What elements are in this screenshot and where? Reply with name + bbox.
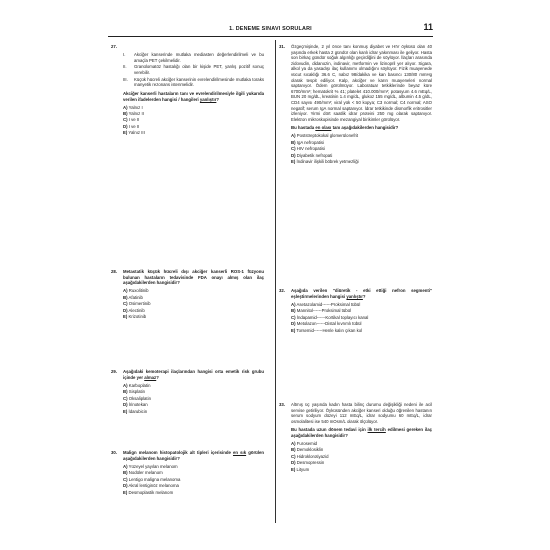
option-b[interactable]: B) IgA nefropatisi <box>291 139 324 145</box>
question-stem: Malign melanom histopatolojik alt tipleri içerisinde en sık görülen aşağıdakilerden hangisidir? <box>123 450 264 461</box>
answer-options <box>291 302 432 334</box>
question-32 <box>279 288 432 334</box>
header-divider <box>108 36 433 37</box>
option-e[interactable]: E) Krizotinib <box>123 314 147 320</box>
question-27 <box>111 44 264 137</box>
question-28 <box>111 269 264 321</box>
option-b[interactable]: B) Afatinib <box>123 294 143 300</box>
option-d[interactable]: D) I ve II <box>123 123 140 129</box>
case-text: Özgeçmişinde, 2 yıl önce tanı konmuş diyabet ve HIV öyküsü olan 40 yaşında erkek hasta 2 gündür olan kanlı idrar yakınması ile geliyor. Hasta son birkaç gündür soğuk algınlığı geçirdiğini de söylüyor. İlaçları arasında zidovudin, didanozin, indinavir, metformin ve lizinopril yer alıyor. Sigara, alkol ya da yasadışı ilaç kullanımı olmadığını söylüyor. Fizik muayenede vücut sıcaklığı 36.6 C, nabız 98/dakika ve kan basıncı 130/80 mmHg olarak tespit ediliyor. Kalp, akciğer ve karın muayeneleri normal saptanıyor. Ödem görülmüyor. Laboratuar tetkiklerinde beyaz küre 6700/mm³; hematokrit % 41; platelet 410.000/mm³; potasyum 4.6 mEq/L, BUN 20 mg/dL, kreatinin 1.4 mg/dL, glukoz 155 mg/dL, albumin 4.5 g/dL, CD4 sayısı 490/mm³; viral yük < 50 kopya; C3 normal; C4 normal; ASO negatif; serum IgA normal saptanıyor. İdrar tetkikinde dismorfik eritrositler izleniyor. Yirmi dört saatlik idrar proteini 250 mg olarak saptanıyor. Elektron mikroskopisinde mezangiyal birikimler görülüyor. <box>291 44 432 122</box>
option-d[interactable]: D) İrinotekan <box>123 402 148 408</box>
question-33 <box>279 402 432 473</box>
answer-options <box>123 105 264 137</box>
option-a[interactable]: A) Poststreptokokal glomerülonefrit <box>291 133 359 139</box>
option-a[interactable]: A) Furosemid <box>291 440 318 446</box>
exam-page <box>108 17 433 533</box>
option-c[interactable]: C) İndapamid------Kortikal toplayıcı kanal <box>291 314 369 320</box>
option-a[interactable]: A) Karboplatin <box>123 382 151 388</box>
option-a[interactable]: A) Yüzeyel yayılan melanom <box>123 463 178 469</box>
question-stem: Bu hastada en olası tanı aşağıdakilerden hangisidir? <box>291 125 399 131</box>
option-e[interactable]: E) Desmoplastik melanom <box>123 489 174 495</box>
option-c[interactable]: C) Lentigo maligna melanoma <box>123 476 181 482</box>
question-number: 32. <box>279 288 285 293</box>
option-e[interactable]: E) İdarubicin <box>123 408 148 414</box>
column-divider <box>275 40 276 523</box>
answer-options <box>291 441 432 473</box>
question-stem: Metastatik küçük hücreli dışı akciğer kanserli ROS-1 füzyonu bulunan hastaların tedavisinde FDA onayı almış olan ilaç aşağıdakilerden hangisidir? <box>123 269 264 286</box>
statement: II. Granülomatöz hastalığı olan bir kişide PET, yanlış pozitif sonuç verebilir. <box>123 64 264 75</box>
option-e[interactable]: E) Lityum <box>291 466 310 472</box>
question-stem: Akciğer kanserli hastaların tanı ve evrelendirilmesiyle ilgili yukarıda verilen ifadelerden hangisi / hangileri yanlıştır? <box>123 90 264 102</box>
option-e[interactable]: E) İndinavir ilişkili böbrek yetmezliği <box>291 159 359 165</box>
option-b[interactable]: B) Nodüler melanom <box>123 470 163 476</box>
question-number: 31. <box>279 44 285 49</box>
option-a[interactable]: A) Ruxolitinib <box>123 288 149 294</box>
page-number: 11 <box>423 22 433 32</box>
answer-options <box>123 383 264 415</box>
answer-options <box>123 464 264 496</box>
option-b[interactable]: B) Yalnız II <box>123 111 144 116</box>
answer-options <box>123 288 264 320</box>
option-a[interactable]: A) Yalnız I <box>123 104 143 110</box>
statement: I. Akciğer kanserinde mutlaka mediasten değerlendirilmeli ve bu amaçla PET çekilmelidir. <box>123 52 264 63</box>
case-text: Altmış üç yaşında kadın hasta bilinç durumu değişikliği nedeni ile acil servise getiriliyor. Öyküsünden akciğer kanseri olduğu öğrenilen hastanın serum sodyum düzeyi 112 mEq/L, idrar sodyumu 60 mEq/L, idrar osmolalitesi ise 540 mOsm/L olarak ölçülüyor. <box>291 402 432 424</box>
option-d[interactable]: D) Metolazon------Distal kıvrımlı tübül <box>291 321 362 327</box>
option-d[interactable]: D) Akral lentiginöz melanoma <box>123 483 179 489</box>
option-e[interactable]: E) Yalnız III <box>123 130 145 136</box>
option-a[interactable]: A) Asetazolamid------Proksimal tübül <box>291 301 361 307</box>
question-number: 27. <box>111 44 117 49</box>
option-d[interactable]: D) Diyabetik nefropati <box>291 152 333 158</box>
option-b[interactable]: B) Demoklosiklin <box>291 447 324 453</box>
option-b[interactable]: B) Sisplatin <box>123 389 145 395</box>
question-stem: Aşağıdaki kemoterapi ilaçlarından hangisi orta emetik risk grubu içinde yer almaz? <box>123 369 264 380</box>
option-b[interactable]: B) Mannitol------Proksimal tübül <box>291 308 351 314</box>
answer-options <box>291 133 432 165</box>
option-c[interactable]: C) Hidroklorotiyazid <box>291 453 329 459</box>
option-d[interactable]: D) Desmopressin <box>291 460 325 466</box>
question-stem: Bu hastada uzun dönem tedavi için ilk tercih edilmesi gereken ilaç aşağıdakilerden hangisidir? <box>291 427 432 438</box>
question-number: 28. <box>111 269 117 274</box>
question-30 <box>111 450 264 496</box>
question-stem: Aşağıda verilen "diüretik - etki ettiği nefron segmenti" eşleştirmelerinden hangisi yanlıştır? <box>291 288 432 299</box>
option-e[interactable]: E) Torsemid------Henle kalın çıkan kol <box>291 327 363 333</box>
statement: III. Küçük hücreli akciğer kanserinin evrelendirilmesinde mutlaka toraks manyetik rezonans istenmelidir. <box>123 76 264 88</box>
page-header-title: 1. DENEME SINAVI SORULARI <box>229 26 312 32</box>
question-29 <box>111 369 264 415</box>
question-number: 33. <box>279 402 285 407</box>
question-number: 30. <box>111 450 117 455</box>
option-c[interactable]: C) I ve II <box>123 117 140 123</box>
question-31 <box>279 44 432 166</box>
option-c[interactable]: C) HIV nefropatisi <box>291 146 325 152</box>
option-c[interactable]: C) Osimertinib <box>123 301 151 307</box>
question-number: 29. <box>111 369 117 374</box>
option-d[interactable]: D) Alectinib <box>123 307 145 313</box>
option-c[interactable]: C) Oksaliplatin <box>123 395 151 401</box>
